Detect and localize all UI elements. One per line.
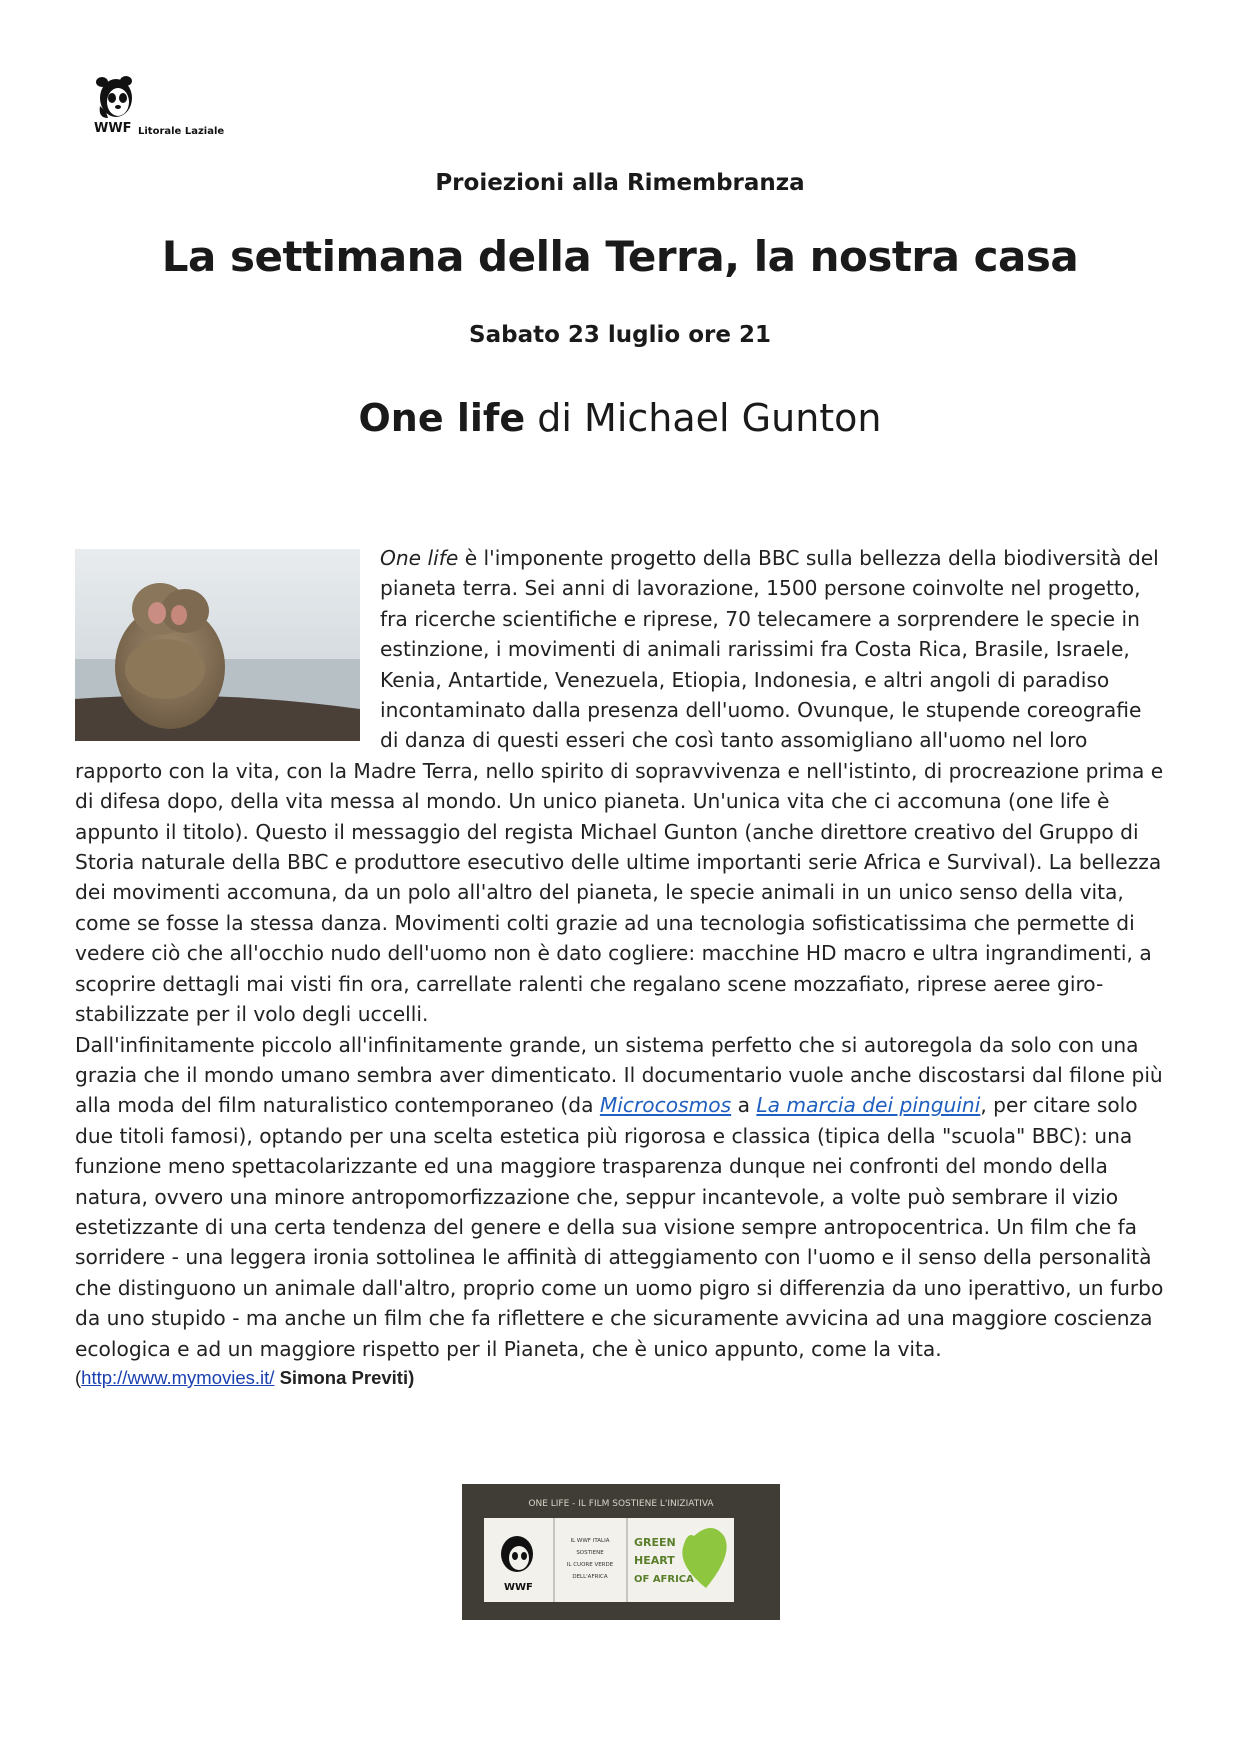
banner-green-line-3: OF AFRICA — [634, 1574, 694, 1585]
green-heart-banner — [462, 1484, 780, 1620]
event-datetime: Sabato 23 luglio ore 21 — [469, 322, 771, 348]
microcosmos-link[interactable]: Microcosmos — [599, 1093, 732, 1118]
film-title-italic: One life — [380, 546, 459, 570]
film-title: One life — [358, 396, 526, 440]
mymovies-link[interactable]: http://www.mymovies.it/ — [81, 1366, 275, 1388]
logo-wwf-text: WWF — [94, 121, 132, 136]
film-director: di Michael Gunton — [525, 396, 882, 440]
event-series: Proiezioni alla Rimembranza — [435, 170, 805, 196]
article-body — [75, 543, 1165, 1392]
banner-panda-icon — [501, 1536, 533, 1572]
source-credit: (http://www.mymovies.it/ Simona Previti) — [75, 1366, 415, 1388]
article-paragraph-2: Dall'infinitamente piccolo all'infinitamente grande, un sistema perfetto che si autoregola da solo con una grazia che il mondo umano sembra aver dimenticato. Il documentario vuole anche discostarsi dal filone più alla moda del film naturalistico contemporaneo (da Microcosmos a La marcia dei pinguini, per citare solo due titoli famosi), optando per una scelta estetica più rigorosa e classica (tipica della "scuola" BBC): una funzione meno spettacolarizzante ed una maggiore trasparenza dunque nei confronti del mondo della natura, ovvero una minore antropomorfizzazione che, seppur incantevole, a volte può sembrare il vizio estetizzante di una certa tendenza del genere e della sua visione sempre antropocentrica. Un film che fa sorridere - una leggera ironia sottolinea le affinità di atteggiamento con l'uomo e il senso della personalità che distinguono un animale dall'altro, proprio come un uomo pigro si differenzia da uno iperattivo, un furbo da uno stupido - ma anche un film che fa riflettere e che sicuramente avvicina ad una maggiore coscienza ecologica e ad un maggiore rispetto per il Pianeta, che è unico appunto, come la vita. — [75, 1032, 1164, 1361]
monkeys-photo — [75, 549, 360, 741]
article-paragraph-1: One life è l'imponente progetto della BBC sulla bellezza della biodiversità del pianeta terra. Sei anni di lavorazione, 1500 persone coinvolte nel progetto, fra ricerche scientifiche e riprese, 70 telecamere a sorprendere le specie in estinzione, i movimenti di animali rarissimi fra Costa Rica, Brasile, Israele, Kenia, Antartide, Venezuela, Etiopia, Indonesia, e altri angoli di paradiso incontaminato dalla presenza dell'uomo. Ovunque, le stupende coreografie di danza di questi esseri che così tanto assomigliano all'uomo nel loro rapporto con la vita, con la Madre Terra, nello spirito di sopravvivenza e nell'istinto, di procreazione prima e di difesa dopo, della vita messa al mondo. Un unico pianeta. Un'unica vita che ci accomuna (one life è appunto il titolo). Questo il messaggio del regista Michael Gunton (anche direttore creativo del Gruppo di Storia naturale della BBC e produttore esecutivo delle ultime importanti serie Africa e Survival). La bellezza dei movimenti accomuna, da un polo all'altro del pianeta, le specie animali in un unico senso della vita, come se fosse la stessa danza. Movimenti colti grazie ad una tecnologia sofisticatissima che permette di vedere ciò che all'occhio nudo dell'uomo non è dato cogliere: macchine HD macro e ultra ingrandimenti, a scoprire dettagli mai visti fin ora, carrellate ralenti che regalano scene mozzafiato, riprese aeree giro-stabilizzate per il volo degli uccelli. — [75, 546, 1164, 1027]
hugging-macaques-image — [75, 549, 360, 741]
banner-small-line-1: IL WWF ITALIA — [570, 1538, 610, 1544]
banner-small-line-3: IL CUORE VERDE — [566, 1562, 614, 1568]
banner-top-text: ONE LIFE - IL FILM SOSTIENE L'INIZIATIVA — [528, 1499, 714, 1509]
credit-author: Simona Previti) — [274, 1366, 415, 1388]
logo-org-label: Litorale Laziale — [138, 126, 225, 137]
banner-green-line-2: HEART — [634, 1554, 675, 1567]
page-title: La settimana della Terra, la nostra casa — [161, 232, 1079, 281]
film-heading — [0, 396, 1240, 440]
banner-small-line-4: DELL'AFRICA — [572, 1574, 608, 1580]
banner-small-line-2: SOSTIENE — [576, 1550, 604, 1556]
banner-wwf-text: WWF — [504, 1582, 533, 1593]
banner-green-line-1: GREEN — [634, 1536, 676, 1549]
marcia-dei-pinguini-link[interactable]: La marcia dei pinguini — [756, 1093, 981, 1118]
